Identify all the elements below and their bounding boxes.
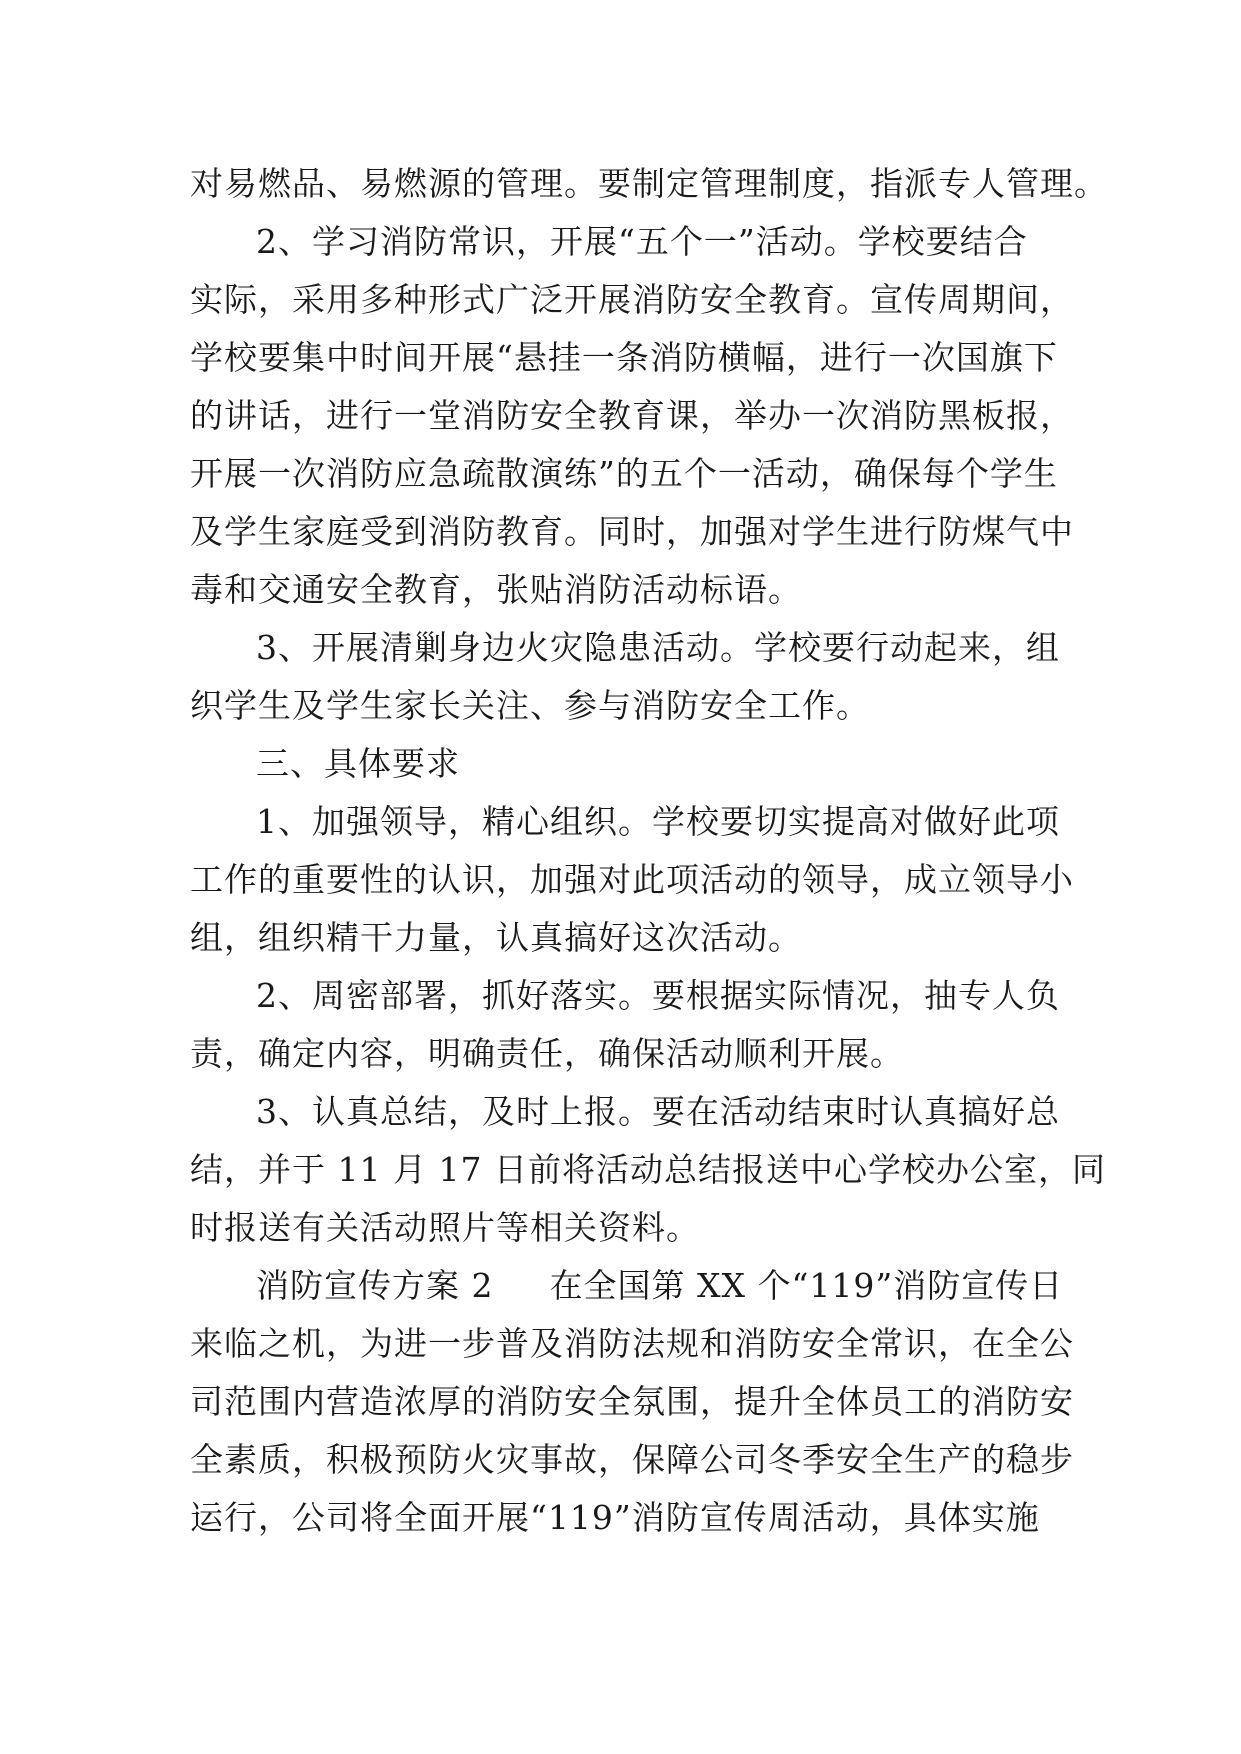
plan-title: 消防宣传方案 2 [256,1266,494,1305]
text-line: 学校要集中时间开展“悬挂一条消防横幅，进行一次国旗下 [190,338,1058,377]
text-line: 组，组织精干力量，认真搞好这次活动。 [190,918,802,957]
plan-intro-text: 在全国第 XX 个“119”消防宣传日 [549,1266,1064,1305]
text-line: 时报送有关活动照片等相关资料。 [190,1208,700,1247]
text-line: 来临之机，为进一步普及消防法规和消防安全常识，在全公 [190,1324,1074,1363]
paragraph-start-line: 2、周密部署，抓好落实。要根据实际情况，抽专人负 [256,976,1060,1015]
text-line: 毒和交通安全教育，张贴消防活动标语。 [190,570,802,609]
text-line: 结，并于 11 月 17 日前将活动总结报送中心学校办公室，同 [190,1150,1106,1189]
text-line: 开展一次消防应急疏散演练”的五个一活动，确保每个学生 [190,454,1058,493]
text-line: 工作的重要性的认识，加强对此项活动的领导，成立领导小 [190,860,1074,899]
paragraph-start-line: 1、加强领导，精心组织。学校要切实提高对做好此项 [256,802,1060,841]
text-line: 织学生及学生家长关注、参与消防安全工作。 [190,686,870,725]
text-line: 的讲话，进行一堂消防安全教育课，举办一次消防黑板报， [190,396,1074,435]
paragraph-start-line: 3、开展清剿身边火灾隐患活动。学校要行动起来，组 [256,628,1060,667]
text-line: 责，确定内容，明确责任，确保活动顺利开展。 [190,1034,904,1073]
text-line: 及学生家庭受到消防教育。同时，加强对学生进行防煤气中 [190,512,1074,551]
text-line: 对易燃品、易燃源的管理。要制定管理制度，指派专人管理。 [190,164,1108,203]
section-heading: 三、具体要求 [256,744,460,783]
paragraph-start-line: 2、学习消防常识，开展“五个一”活动。学校要结合 [256,222,1028,261]
text-line: 全素质，积极预防火灾事故，保障公司冬季安全生产的稳步 [190,1440,1074,1479]
text-line: 运行，公司将全面开展“119”消防宣传周活动，具体实施 [190,1498,1040,1537]
text-line: 实际，采用多种形式广泛开展消防安全教育。宣传周期间， [190,280,1074,319]
document-body [190,155,1108,1547]
paragraph-start-line: 3、认真总结，及时上报。要在活动结束时认真搞好总 [256,1092,1060,1131]
plan-title-line [190,1257,1064,1315]
text-line: 司范围内营造浓厚的消防安全氛围，提升全体员工的消防安 [190,1382,1074,1421]
